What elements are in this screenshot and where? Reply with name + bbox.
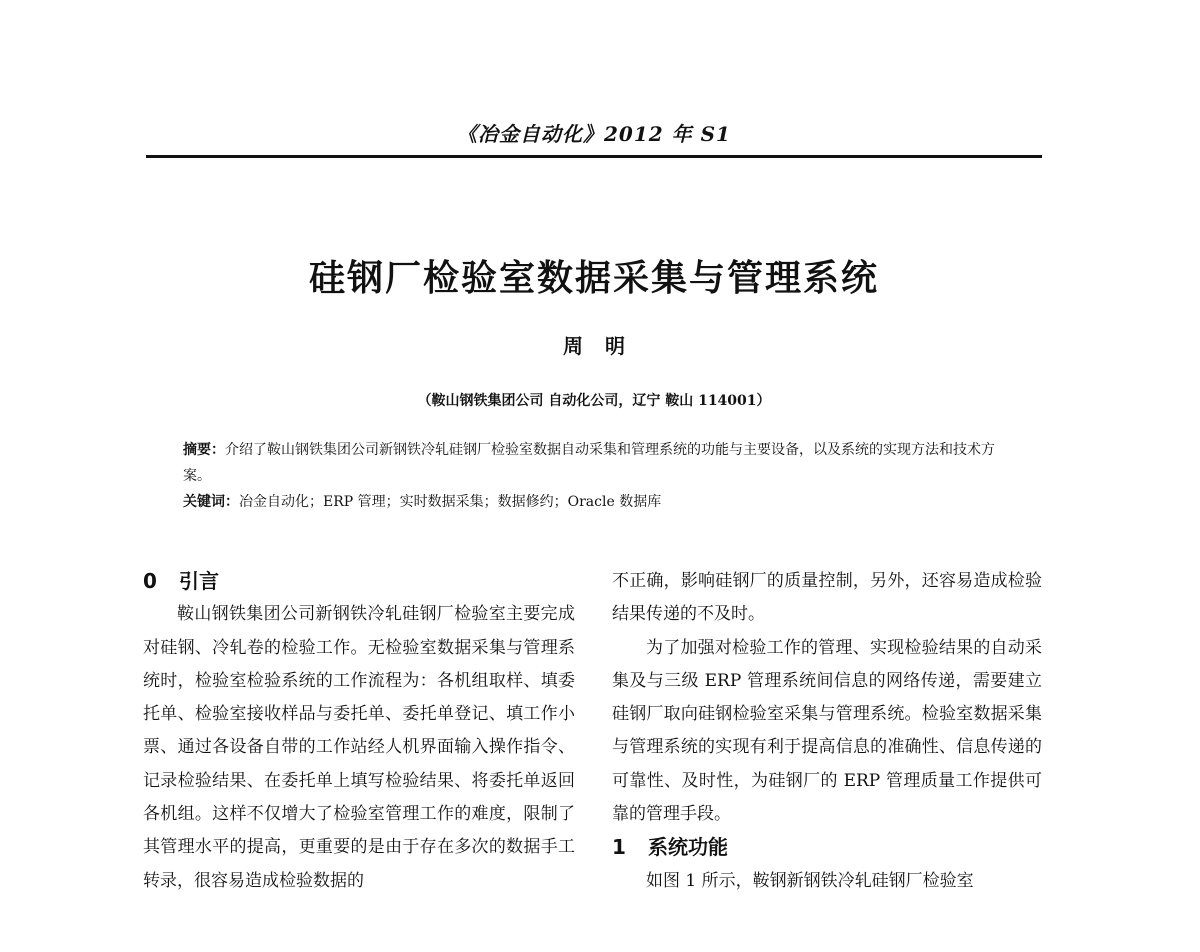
keywords-text: 冶金自动化；ERP 管理；实时数据采集；数据修约；Oracle 数据库 [239,494,662,510]
right-column [612,565,1042,898]
abstract-label: 摘要： [183,442,225,458]
paragraph: 鞍山钢铁集团公司新钢铁冷轧硅钢厂检验室主要完成对硅钢、冷轧卷的检验工作。无检验室数据采集与管理系统时，检验室检验系统的工作流程为：各机组取样、填委托单、检验室接收样品与委托单、委托单登记、填工作小票、通过各设备自带的工作站经人机界面输入操作指令、记录检验结果、在委托单上填写检验结果、将委托单返回各机组。这样不仅增大了检验室管理工作的难度，限制了其管理水平的提高，更重要的是由于存在多次的数据手工转录，很容易造成检验数据的 [143,604,575,891]
section-title: 引言 [179,569,219,593]
author-name: 周明 [563,334,647,358]
section-title: 系统功能 [648,835,728,860]
paragraph-continued: 不正确，影响硅钢厂的质量控制，另外，还容易造成检验结果传递的不及时。 [612,571,1042,625]
journal-header: 《冶金自动化》2012 年 S1 [457,122,731,146]
section-heading-intro [143,565,575,598]
section-heading-function [612,831,1042,864]
author-affiliation: （鞍山钢铁集团公司 自动化公司，辽宁 鞍山 114001） [417,393,771,409]
header-rule [146,155,1042,158]
article-title: 硅钢厂检验室数据采集与管理系统 [308,258,879,299]
abstract [183,437,1005,489]
abstract-block [183,437,1005,515]
paragraph: 为了加强对检验工作的管理、实现检验结果的自动采集及与三级 ERP 管理系统间信息的网络传递，需要建立硅钢厂取向硅钢检验室采集与管理系统。检验室数据采集与管理系统的实现有利于提高信息的准确性、信息传递的可靠性、及时性，为硅钢厂的 ERP 管理质量工作提供可靠的管理手段。 [612,637,1042,825]
abstract-text: 介绍了鞍山钢铁集团公司新钢铁冷轧硅钢厂检验室数据自动采集和管理系统的功能与主要设备，以及系统的实现方法和技术方案。 [183,442,995,484]
keywords-label: 关键词： [183,494,239,510]
section-number: 1 [612,835,626,860]
paragraph: 如图 1 所示，鞍钢新钢铁冷轧硅钢厂检验室 [646,870,974,891]
left-column [143,565,575,898]
section-number: 0 [143,569,157,593]
keywords [183,489,1005,515]
